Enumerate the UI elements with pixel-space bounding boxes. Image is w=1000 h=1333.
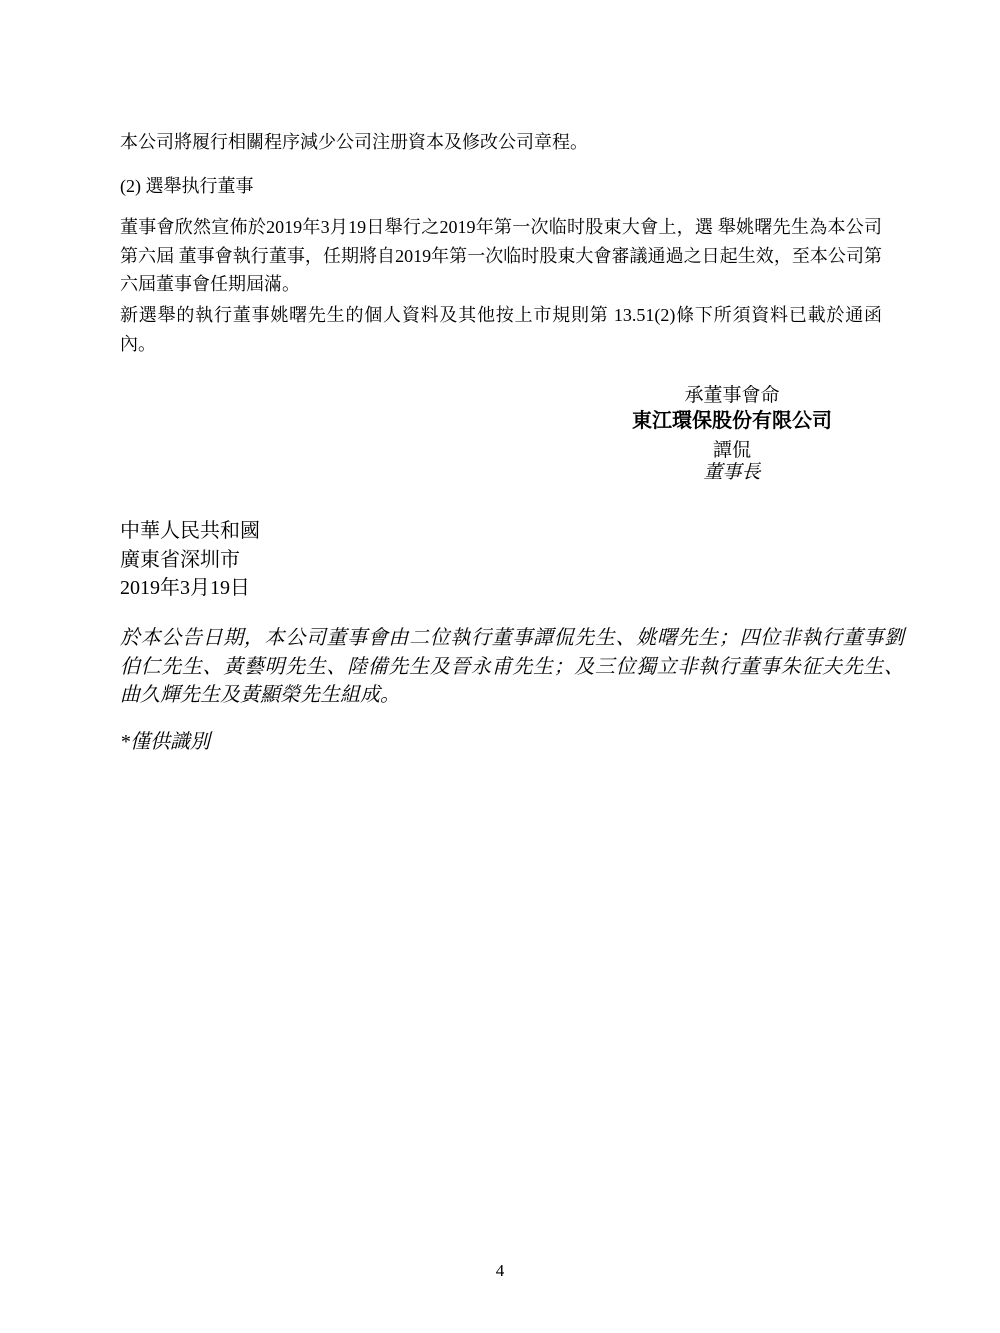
paragraph-election-announcement [120, 213, 882, 299]
company-name: 東江環保股份有限公司 [632, 410, 832, 432]
address-city: 廣東省深圳市 [120, 548, 240, 571]
note-line: 曲久輝先生及黃顯榮先生組成。 [120, 684, 400, 706]
note-line: 伯仁先生、黃藝明先生、陸備先生及晉永甫先生；及三位獨立非執行董事朱征夫先生、 [120, 655, 904, 678]
signatory-title: 董事長 [703, 462, 761, 483]
address-block [120, 517, 260, 603]
identification-footnote: *僅供識別 [120, 731, 210, 753]
page-number: 4 [495, 1261, 505, 1280]
heading-line: (2) 選舉执行董事 [120, 176, 254, 196]
paragraph-capital-reduction [120, 128, 882, 157]
paragraph-director-info [120, 301, 882, 358]
paragraph-line: 董事會欣然宣佈於2019年3月19日舉行之2019年第一次临时股東大會上，選 舉姚曙先生為本公司 [120, 217, 882, 237]
address-country: 中華人民共和國 [120, 520, 260, 542]
announcement-date: 2019年3月19日 [120, 577, 250, 599]
paragraph-line: 新選舉的執行董事姚曙先生的個人資料及其他按上市規則第 13.51(2)條下所須資料已載於通函 [120, 305, 882, 325]
section-heading-election [120, 172, 882, 201]
paragraph-line: 內。 [120, 333, 156, 354]
board-composition-note [120, 624, 904, 710]
paragraph-line: 六屆董事會任期屆滿。 [120, 274, 300, 294]
by-order-of-board: 承董事會命 [684, 385, 780, 406]
signatory-name: 譚侃 [712, 440, 751, 461]
paragraph-line: 第六屆 董事會執行董事，任期將自2019年第一次临时股東大會審議通過之日起生效，至本公司第 [120, 245, 882, 266]
note-line: 於本公告日期，本公司董事會由二位執行董事譚侃先生、姚曙先生；四位非執行董事劉 [120, 627, 904, 649]
paragraph-line: 本公司將履行相關程序減少公司注册資本及修改公司章程。 [120, 132, 588, 152]
